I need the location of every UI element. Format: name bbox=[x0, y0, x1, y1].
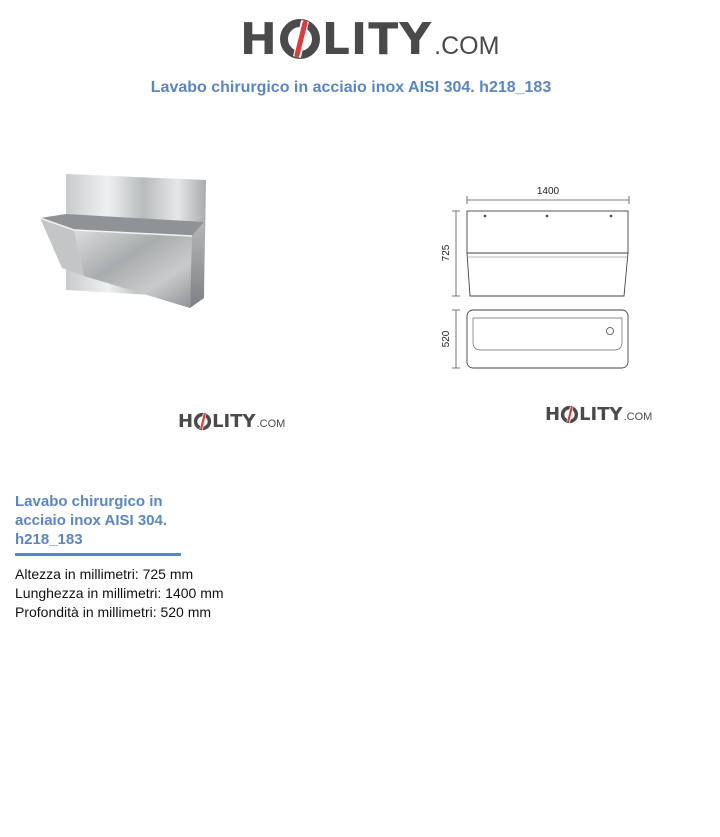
logo-letters-left: H bbox=[545, 404, 561, 425]
product-heading: Lavabo chirurgico in acciaio inox AISI 304. h218_183 bbox=[15, 493, 168, 548]
heading-underline bbox=[15, 553, 181, 556]
brand-logo[interactable] bbox=[240, 14, 499, 66]
spec-height: Altezza in millimetri: 725 mm bbox=[15, 566, 194, 582]
brand-logo-small bbox=[178, 411, 285, 433]
logo-letters-right: LITY bbox=[212, 411, 256, 432]
product-specs bbox=[15, 565, 224, 622]
spec-depth: Profondità in millimetri: 520 mm bbox=[15, 604, 212, 620]
brand-logo-small bbox=[545, 404, 652, 426]
height-dimension-label: 725 bbox=[441, 244, 452, 262]
logo-o-icon bbox=[560, 405, 579, 424]
logo-letters-right: LITY bbox=[321, 14, 433, 65]
logo-letters-right: LITY bbox=[579, 404, 623, 425]
logo-tld: .COM bbox=[623, 411, 653, 423]
depth-dimension-label: 520 bbox=[441, 330, 452, 348]
width-dimension-label: 1400 bbox=[536, 186, 560, 197]
logo-tld: .COM bbox=[256, 418, 286, 430]
spec-length: Lunghezza in millimetri: 1400 mm bbox=[15, 585, 224, 601]
logo-letters-left: H bbox=[178, 411, 194, 432]
logo-letters-left: H bbox=[240, 14, 278, 65]
logo-o-icon bbox=[193, 412, 212, 431]
logo-tld: .COM bbox=[434, 32, 500, 60]
page-title: Lavabo chirurgico in acciaio inox AISI 304. h218_183 bbox=[150, 79, 552, 96]
logo-o-icon bbox=[278, 17, 322, 66]
